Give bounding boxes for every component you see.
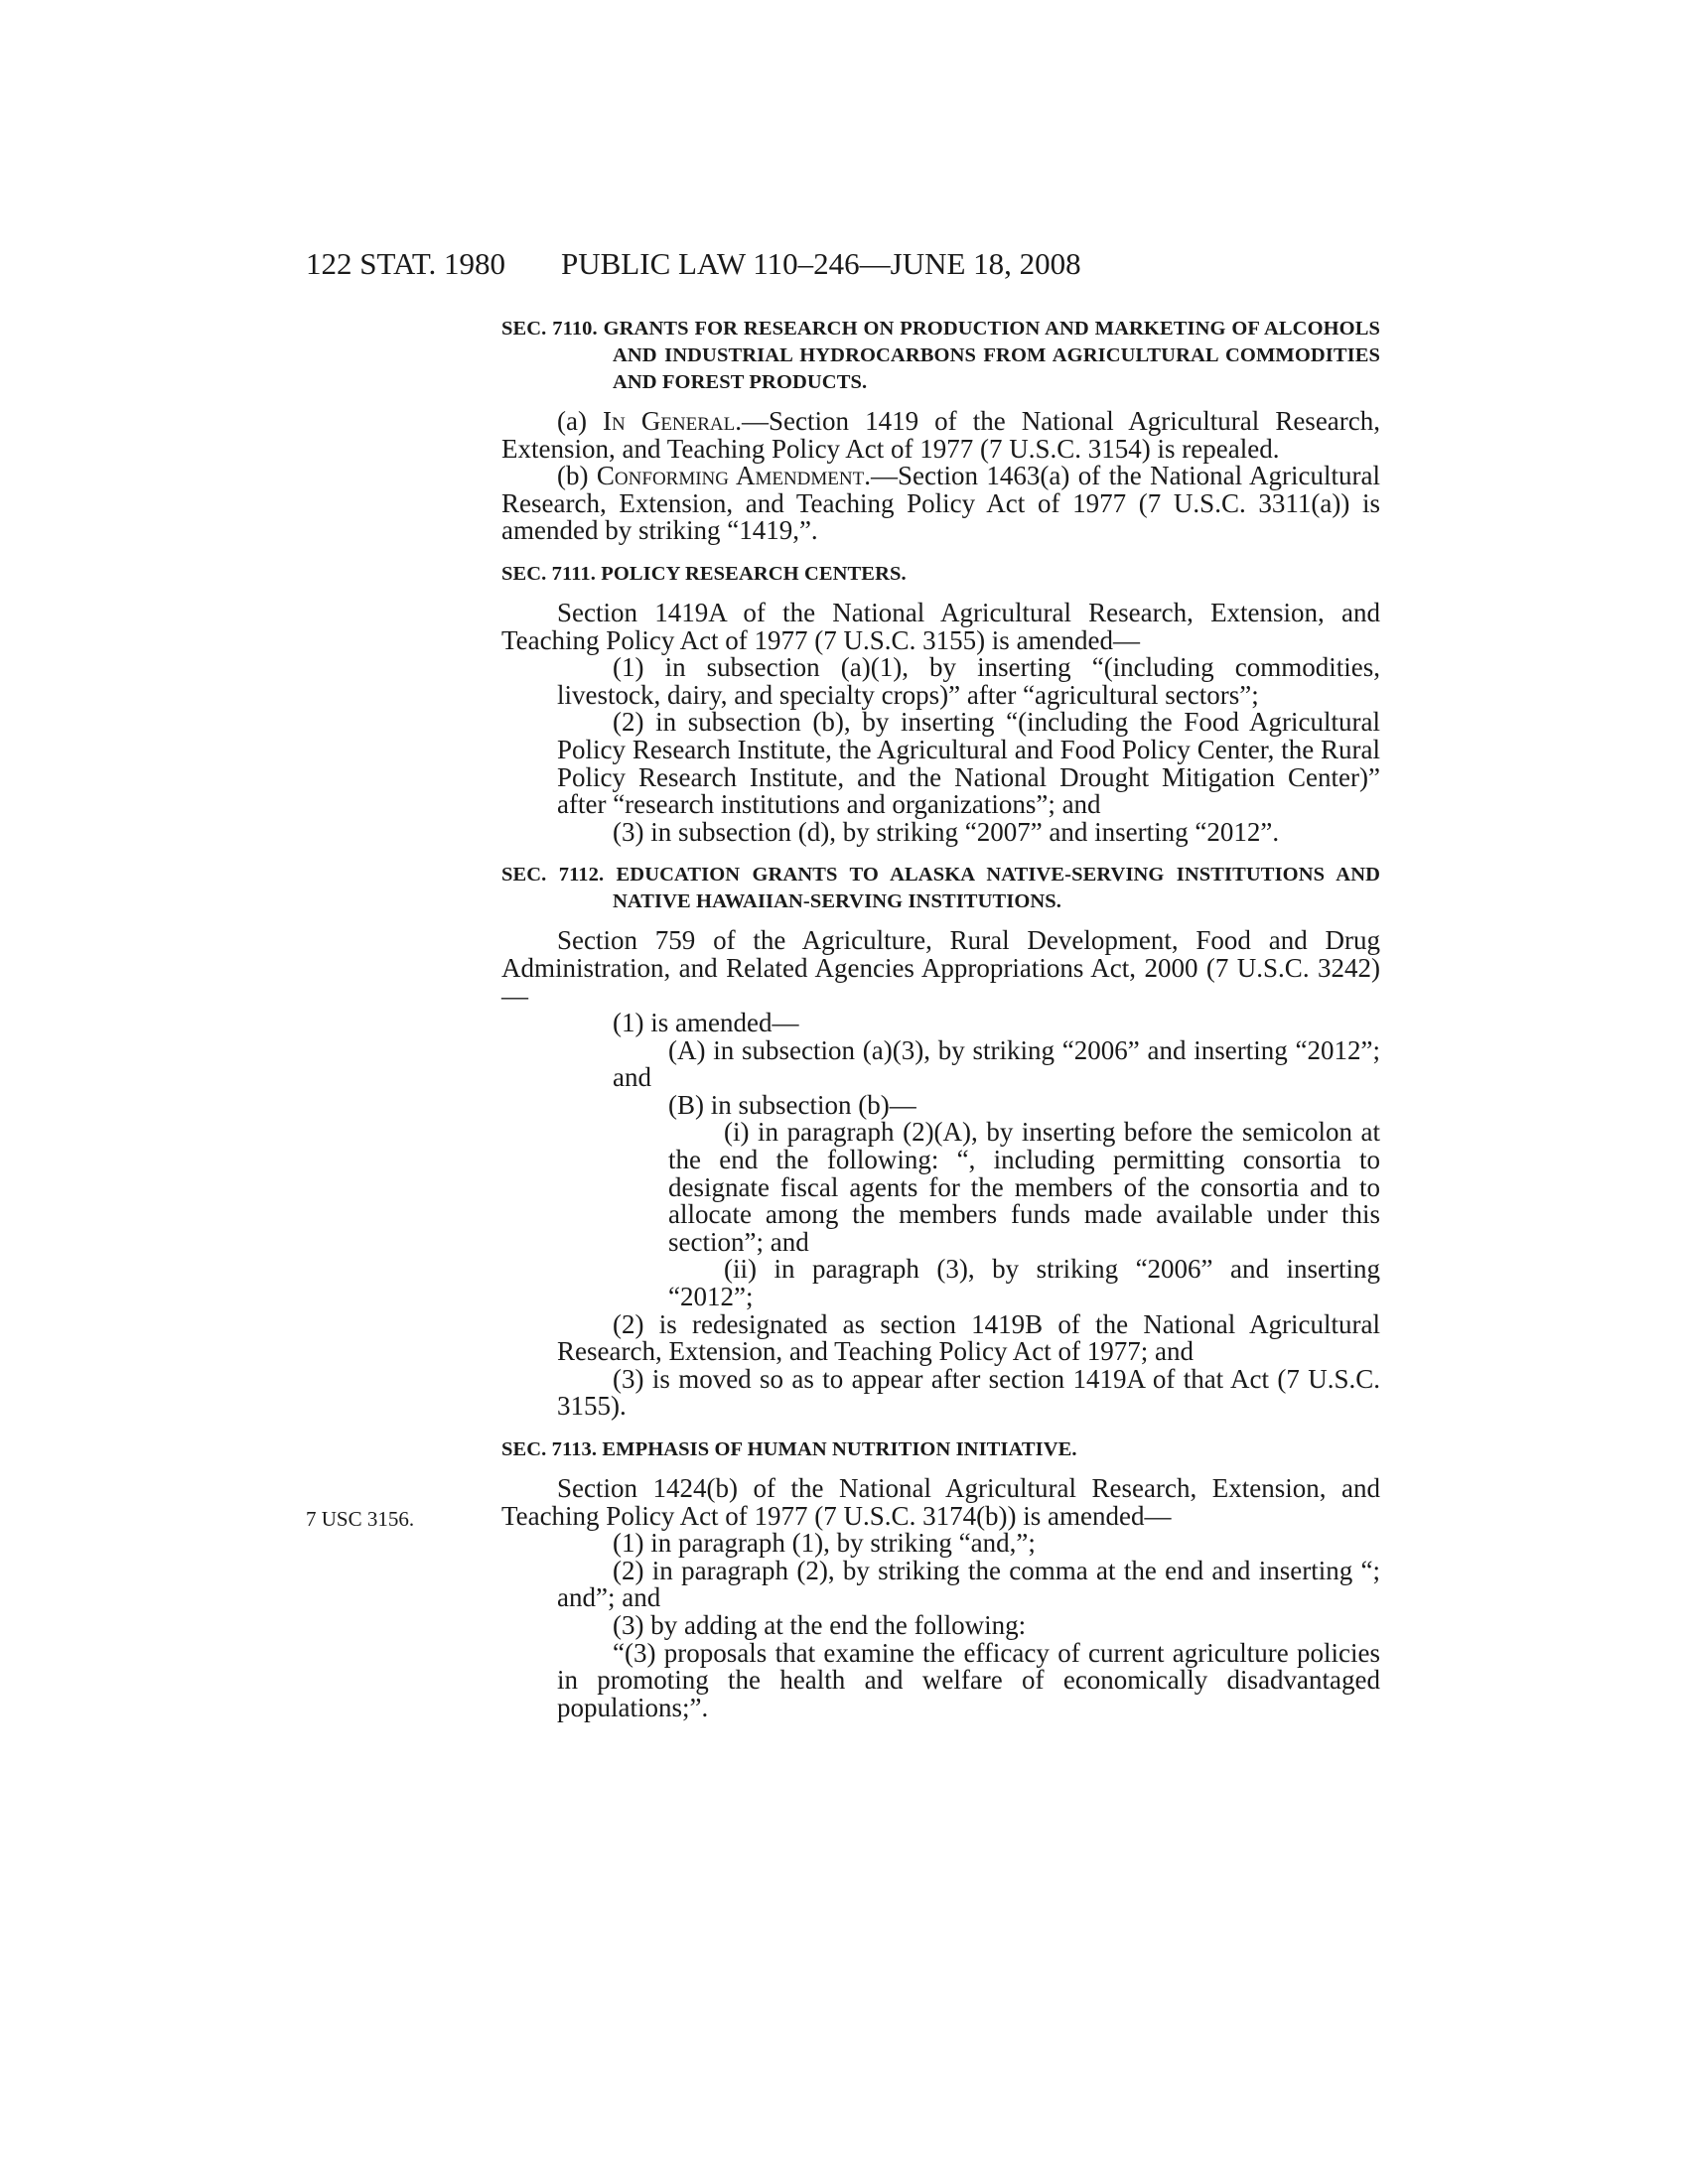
- section-heading: SEC. 7111. POLICY RESEARCH CENTERS.: [501, 562, 907, 585]
- subsection-a: (a) In General.—Section 1419 of the National Agricultural Research, Extension, and Teaching Policy Act of 1977 (7 U.S.C. 3154) is repealed.: [501, 406, 1381, 464]
- section-7111: [501, 561, 1380, 846]
- paragraph-2: (2) is redesignated as section 1419B of the National Agricultural Research, Extension, and Teaching Policy Act of 1977; and: [557, 1308, 1380, 1367]
- section-heading: SEC. 7110. GRANTS FOR RESEARCH ON PRODUCTION AND MARKETING OF ALCOHOLS AND INDUSTRIAL HYDROCARBONS FROM AGRICULTURAL COMMODITIES AND FOREST PRODUCTS.: [501, 318, 1380, 393]
- clause-ii: (ii) in paragraph (3), by striking “2006” and inserting “2012”;: [668, 1254, 1380, 1312]
- paragraph-2: (2) in paragraph (2), by striking the comma at the end and inserting “; and”; and: [557, 1555, 1380, 1613]
- quoted-paragraph: “(3) proposals that examine the efficacy of current agriculture policies in promoting the health and welfare of economically disadvantaged populations;”.: [557, 1637, 1380, 1722]
- statute-page-number: 122 STAT. 1980: [306, 246, 506, 281]
- section-heading: SEC. 7112. EDUCATION GRANTS TO ALASKA NATIVE-SERVING INSTITUTIONS AND NATIVE HAWAIIAN-SERVING INSTITUTIONS.: [501, 864, 1380, 913]
- section-intro: Section 1419A of the National Agricultural Research, Extension, and Teaching Policy Act of 1977 (7 U.S.C. 3155) is amended—: [501, 597, 1380, 655]
- section-7110: [501, 316, 1380, 545]
- subsection-b: (b) Conforming Amendment.—Section 1463(a) of the National Agricultural Research, Extension, and Teaching Policy Act of 1977 (7 U.S.C. 3311(a)) is amended by striking “1419,”.: [501, 461, 1380, 546]
- subsection-caption: Conforming Amendment: [596, 461, 865, 491]
- paragraph-3: (3) is moved so as to appear after section 1419A of that Act (7 U.S.C. 3155).: [557, 1363, 1380, 1422]
- paragraph-3: (3) by adding at the end the following:: [613, 1609, 1027, 1640]
- subparagraph-B: (B) in subsection (b)—: [668, 1089, 916, 1120]
- section-heading: SEC. 7113. EMPHASIS OF HUMAN NUTRITION INITIATIVE.: [501, 1438, 1077, 1460]
- margin-citation: 7 USC 3156.: [306, 1507, 415, 1531]
- section-7113: [501, 1436, 1380, 1721]
- paragraph-1: (1) is amended—: [613, 1008, 799, 1038]
- paragraph-1: (1) in paragraph (1), by striking “and,”;: [613, 1528, 1036, 1559]
- subsection-caption: In General: [603, 406, 736, 436]
- document-body: [501, 316, 1380, 1721]
- clause-i: (i) in paragraph (2)(A), by inserting before the semicolon at the end the following: “, including permitting consortia to designate fiscal agents for the members of the consortia and to allocate among the members funds made available under this section”; and: [668, 1117, 1380, 1257]
- paragraph-1: (1) in subsection (a)(1), by inserting “(including commodities, livestock, dairy, and specialty crops)” after “agricultural sectors”;: [557, 652, 1380, 710]
- section-7112: [501, 862, 1380, 1421]
- paragraph-2: (2) in subsection (b), by inserting “(including the Food Agricultural Policy Research Institute, the Agricultural and Food Policy Center, the Rural Policy Research Institute, and the National Drought Mitigation Center)” after “research institutions and organizations”; and: [557, 707, 1380, 820]
- subparagraph-A: (A) in subsection (a)(3), by striking “2006” and inserting “2012”; and: [613, 1034, 1380, 1093]
- running-title: PUBLIC LAW 110–246—JUNE 18, 2008: [561, 246, 1081, 281]
- section-intro: Section 759 of the Agriculture, Rural Development, Food and Drug Administration, and Related Agencies Appropriations Act, 2000 (7 U.S.C. 3242)—: [501, 925, 1380, 1011]
- page-header: [0, 246, 1688, 286]
- section-intro: Section 1424(b) of the National Agricultural Research, Extension, and Teaching Policy Act of 1977 (7 U.S.C. 3174(b)) is amended—: [501, 1473, 1380, 1531]
- paragraph-3: (3) in subsection (d), by striking “2007” and inserting “2012”.: [613, 816, 1280, 847]
